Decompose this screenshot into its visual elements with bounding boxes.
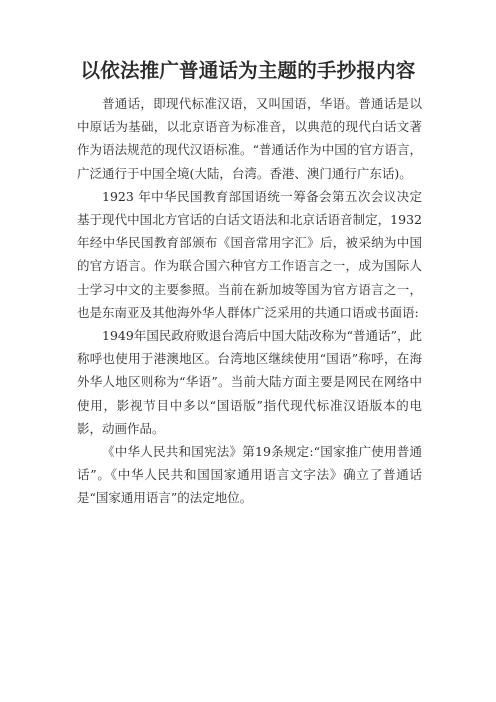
paragraph-2: 1923 年中华民国教育部国语统一筹备会第五次会议决定基于现代中国北方官话的白话文语法和北京话语音制定，1932年经中华民国教育部颁布《国音常用字汇》后，被采纳为中国的官方语言。作为联合国六种官方工作语言之一，成为国际人士学习中文的主要参照。当前在新加坡等国为官方语言之一，也是东南亚及其他海外华人群体广泛采用的共通口语或书面语: — [77, 188, 422, 320]
document-body — [77, 92, 422, 510]
paragraph-1: 普通话，即现代标准汉语，又叫国语，华语。普通话是以中原话为基础，以北京语音为标准音，以典范的现代白话文著作为语法规范的现代汉语标准。“普通话作为中国的官方语言，广泛通行于中国全境(大陆，台湾。香港、澳门通行广东话)。 — [77, 96, 422, 181]
document-title: 以依法推广普通话为主题的手抄报内容 — [80, 59, 416, 82]
paragraph-3: 1949年国民政府败退台湾后中国大陆改称为“普通话”，此称呼也使用于港澳地区。台湾地区继续使用“国语”称呼，在海外华人地区则称为“华语”。当前大陆方面主要是网民在网络中使用，影视节目中多以“国语版”指代现代标准汉语版本的电影，动画作品。 — [77, 328, 422, 436]
paragraph-4: 《中华人民共和国宪法》第19条规定:“国家推广使用普通话”。《中华人民共和国国家通用语言文字法》确立了普通话是“国家通用语言”的法定地位。 — [77, 444, 422, 506]
